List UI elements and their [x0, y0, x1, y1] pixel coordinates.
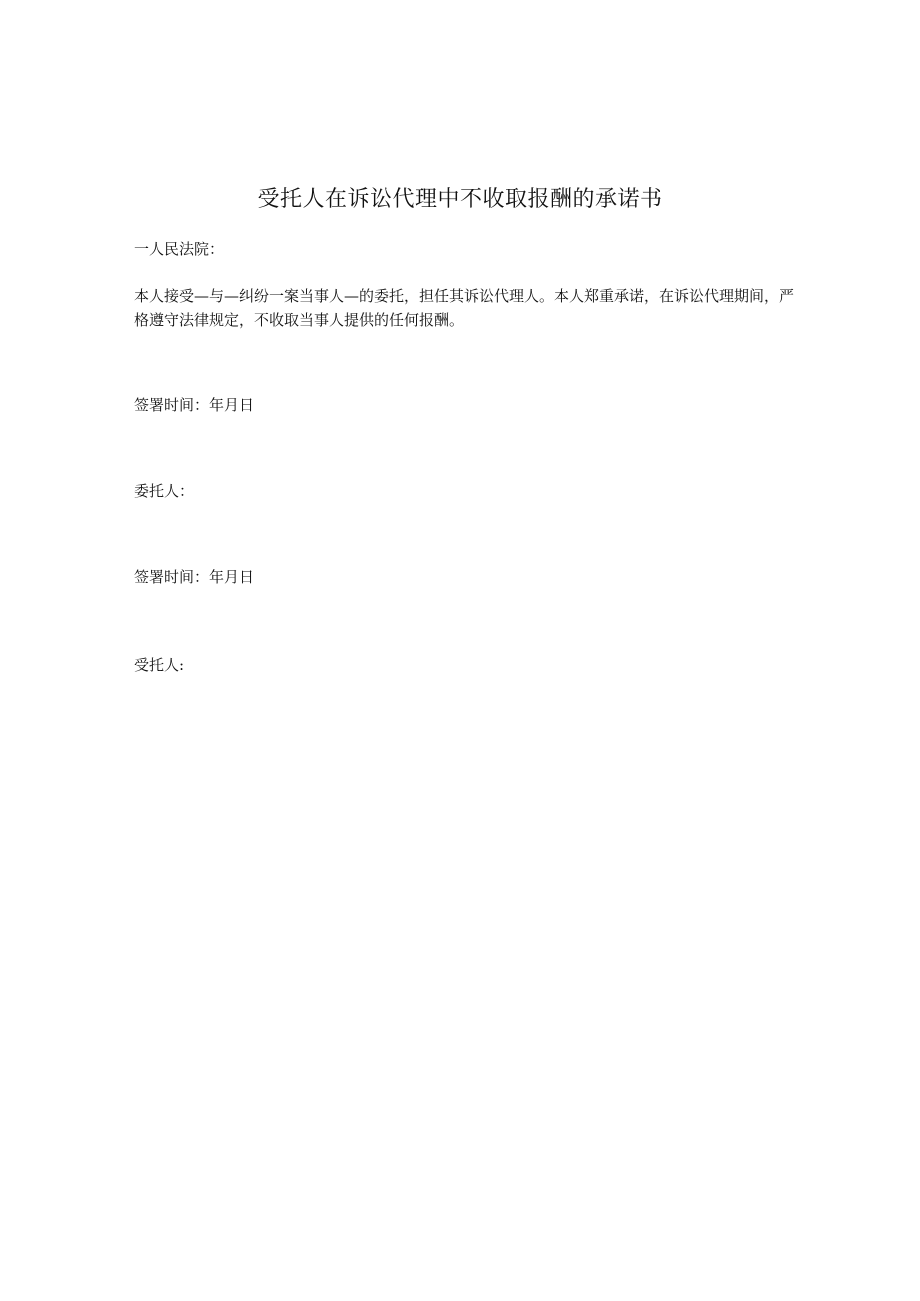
agent-signature-label: 受托人: — [134, 656, 185, 674]
principal-signature-label: 委托人： — [134, 482, 195, 500]
document-title: 受托人在诉讼代理中不收取报酬的承诺书 — [257, 187, 663, 212]
sign-time-line-1: 签署时间：年月日 — [134, 396, 255, 414]
commitment-paragraph: 本人接受—与—纠纷一案当事人—的委托，担任其诉讼代理人。本人郑重承诺，在诉讼代理期间，严格遵守法律规定，不收取当事人提供的任何报酬。 — [134, 287, 795, 329]
addressee-line: 一人民法院： — [134, 240, 225, 258]
sign-time-line-2: 签署时间：年月日 — [134, 568, 255, 586]
